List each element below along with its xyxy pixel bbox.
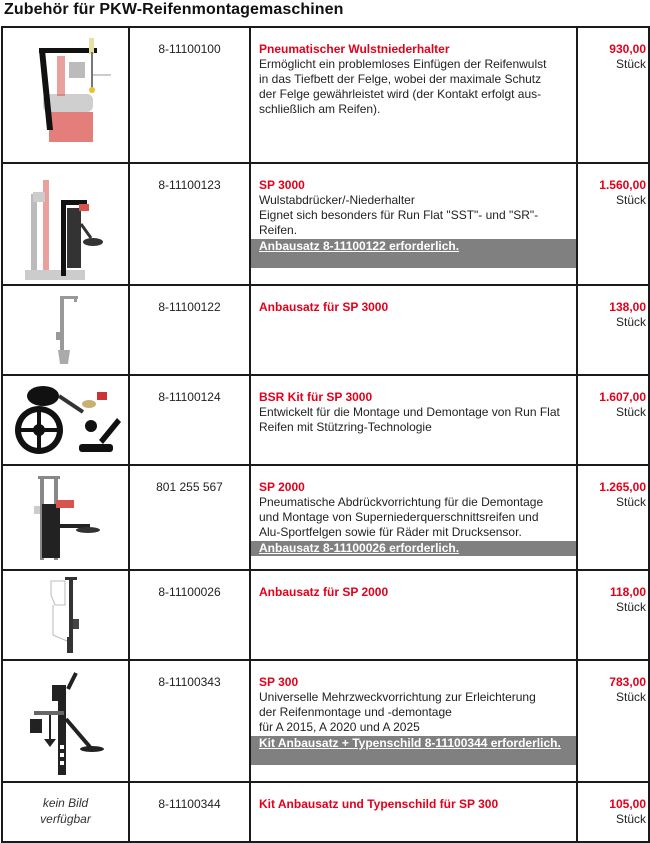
no-image-placeholder (3, 783, 128, 827)
page-title: Zubehör für PKW-Reifenmontagemaschinen (4, 1, 344, 18)
price-cell (577, 375, 649, 465)
product-description-cell (250, 285, 577, 375)
price-cell (577, 570, 649, 660)
product-name: Anbausatz für SP 3000 (259, 300, 389, 314)
product-text-line: Entwickelt für die Montage und Demontage von Run Flat (259, 405, 560, 419)
product-name: BSR Kit für SP 3000 (259, 390, 373, 404)
product-text-line: Reifen mit Stützring-Technologie (259, 420, 432, 434)
product-description-cell (250, 660, 577, 782)
article-number: 8-11100026 (129, 570, 250, 660)
product-description-cell (250, 465, 577, 570)
product-name: Kit Anbausatz und Typenschild für SP 300 (259, 797, 499, 811)
table-row (2, 465, 649, 570)
article-number: 8-11100123 (129, 163, 250, 285)
product-text-line: Universelle Mehrzweckvorrichtung zur Erleichterung (259, 690, 536, 704)
product-image-cell (2, 465, 129, 570)
product-text-line: für A 2015, A 2020 und A 2025 (259, 720, 420, 734)
price: 105,00 (609, 797, 646, 811)
price-unit: Stück (615, 812, 646, 826)
price-unit: Stück (615, 690, 646, 704)
price-unit: Stück (615, 600, 646, 614)
table-row (2, 375, 649, 465)
product-text-line: der Felge gewährleistet wird (der Kontakt erfolgt aus- (259, 87, 542, 101)
price: 930,00 (609, 42, 646, 56)
price-unit: Stück (615, 495, 646, 509)
price-unit: Stück (615, 315, 646, 329)
price-cell (577, 660, 649, 782)
price-unit: Stück (615, 193, 646, 207)
table-row (2, 570, 649, 660)
article-number: 8-11100124 (129, 375, 250, 465)
required-accessory-note[interactable]: Kit Anbausatz + Typenschild 8-11100344 erforderlich. (251, 736, 576, 765)
price-cell (577, 163, 649, 285)
price: 783,00 (609, 675, 646, 689)
product-text-line: Eignet sich besonders für Run Flat "SST"- und "SR"- (259, 208, 539, 222)
price-cell (577, 465, 649, 570)
product-description-cell (250, 375, 577, 465)
product-text-line: Alu-Sportfelgen sowie für Räder mit Drucksensor. (259, 525, 522, 539)
no-image-text: kein Bild (42, 796, 89, 810)
product-name: SP 300 (259, 675, 299, 689)
product-table (1, 26, 650, 843)
product-image-cell (2, 570, 129, 660)
table-row (2, 660, 649, 782)
sp2000-mount-kit-image (41, 575, 91, 657)
no-image-text: verfügbar (40, 812, 91, 826)
price-cell (577, 285, 649, 375)
product-text-line: Ermöglicht ein problemloses Einfügen der Reifenwulst (259, 57, 547, 71)
bsr-kit-image (11, 380, 121, 460)
sp3000-mount-kit-image (46, 292, 86, 372)
sp3000-image (21, 174, 111, 284)
sp2000-image (26, 474, 106, 564)
product-text-line: Wulstabdrücker/-Niederhalter (259, 193, 415, 207)
price-unit: Stück (615, 405, 646, 419)
product-text-line: der Reifenmontage und -demontage (259, 705, 452, 719)
sp300-image (26, 669, 106, 779)
product-description-cell (250, 782, 577, 842)
bead-holder-machine-image (21, 34, 111, 154)
article-number: 8-11100122 (129, 285, 250, 375)
product-description-cell (250, 27, 577, 163)
product-image-cell (2, 660, 129, 782)
product-image-cell (2, 285, 129, 375)
product-image-cell (2, 27, 129, 163)
product-description-cell (250, 570, 577, 660)
price: 1.560,00 (599, 178, 646, 192)
price-cell (577, 782, 649, 842)
required-accessory-note[interactable]: Anbausatz 8-11100026 erforderlich. (251, 541, 576, 556)
product-description-cell (250, 163, 577, 285)
article-number: 8-11100344 (129, 782, 250, 842)
article-number: 801 255 567 (129, 465, 250, 570)
price-unit: Stück (615, 57, 646, 71)
price: 118,00 (609, 585, 646, 599)
price: 1.265,00 (599, 480, 646, 494)
price: 1.607,00 (599, 390, 646, 404)
product-text-line: und Montage von Superniederquerschnittsreifen und (259, 510, 539, 524)
required-accessory-note[interactable]: Anbausatz 8-11100122 erforderlich. (251, 239, 576, 268)
product-text-line: schließlich am Reifen). (259, 102, 381, 116)
table-row (2, 782, 649, 842)
table-row (2, 163, 649, 285)
product-name: SP 3000 (259, 178, 305, 192)
table-row (2, 27, 649, 163)
price: 138,00 (609, 300, 646, 314)
product-name: SP 2000 (259, 480, 305, 494)
product-name: Anbausatz für SP 2000 (259, 585, 389, 599)
table-row (2, 285, 649, 375)
article-number: 8-11100100 (129, 27, 250, 163)
product-text-line: in das Tiefbett der Felge, wobei der maximale Schutz (259, 72, 542, 86)
product-text-line: Pneumatische Abdrückvorrichtung für die Demontage (259, 495, 544, 509)
product-text-line: Reifen. (259, 223, 298, 237)
product-image-cell (2, 782, 129, 842)
price-cell (577, 27, 649, 163)
article-number: 8-11100343 (129, 660, 250, 782)
product-image-cell (2, 163, 129, 285)
product-name: Pneumatischer Wulstniederhalter (259, 42, 450, 56)
product-image-cell (2, 375, 129, 465)
